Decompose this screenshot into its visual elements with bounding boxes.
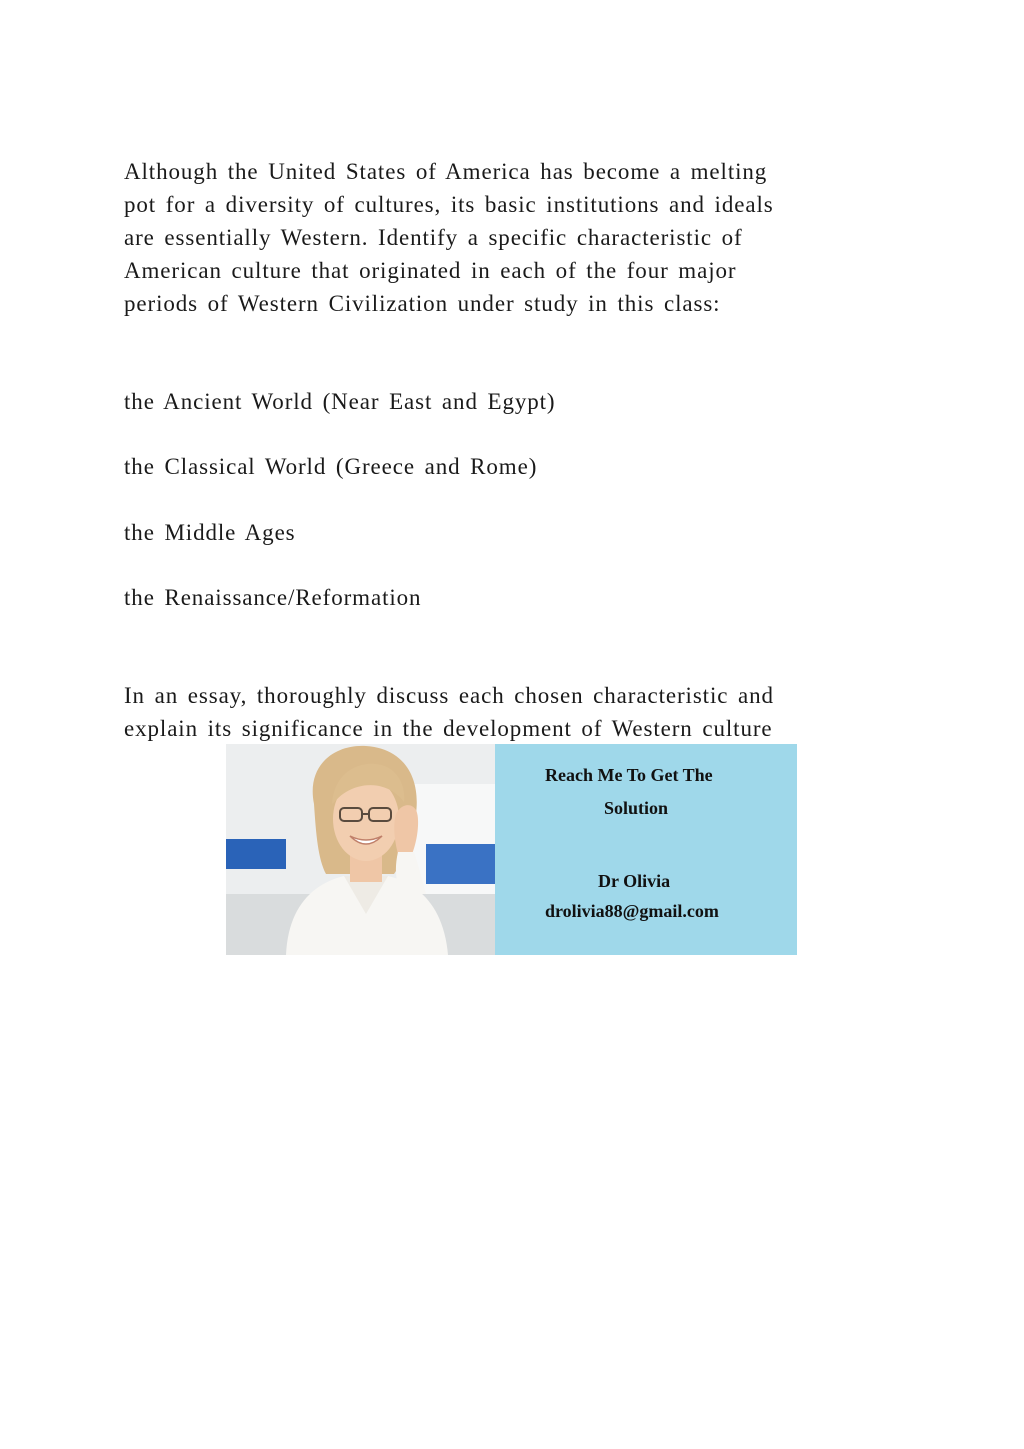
paragraph-1-line-1: Although the United States of America has become a melting xyxy=(124,159,768,184)
contact-info-panel xyxy=(495,744,797,955)
paragraph-2-line-1: In an essay, thoroughly discuss each chosen characteristic and xyxy=(124,683,774,708)
period-item-ancient-world: the Ancient World (Near East and Egypt) xyxy=(124,389,556,414)
contact-banner xyxy=(226,744,797,955)
woman-photo xyxy=(226,744,495,955)
paragraph-2-line-2: explain its significance in the development of Western culture xyxy=(124,716,773,741)
paragraph-1-line-5: periods of Western Civilization under study in this class: xyxy=(124,291,721,316)
contact-name: Dr Olivia xyxy=(598,871,671,891)
period-item-renaissance: the Renaissance/Reformation xyxy=(124,585,422,610)
paragraph-1-line-2: pot for a diversity of cultures, its basic institutions and ideals xyxy=(124,192,774,217)
period-item-classical-world: the Classical World (Greece and Rome) xyxy=(124,454,538,479)
banner-headline-line-2: Solution xyxy=(604,798,669,818)
contact-email: drolivia88@gmail.com xyxy=(545,901,719,921)
paragraph-1-line-3: are essentially Western. Identify a specific characteristic of xyxy=(124,225,743,250)
banner-headline-line-1: Reach Me To Get The xyxy=(545,765,713,785)
paragraph-1-line-4: American culture that originated in each of the four major xyxy=(124,258,737,283)
period-item-middle-ages: the Middle Ages xyxy=(124,520,296,545)
